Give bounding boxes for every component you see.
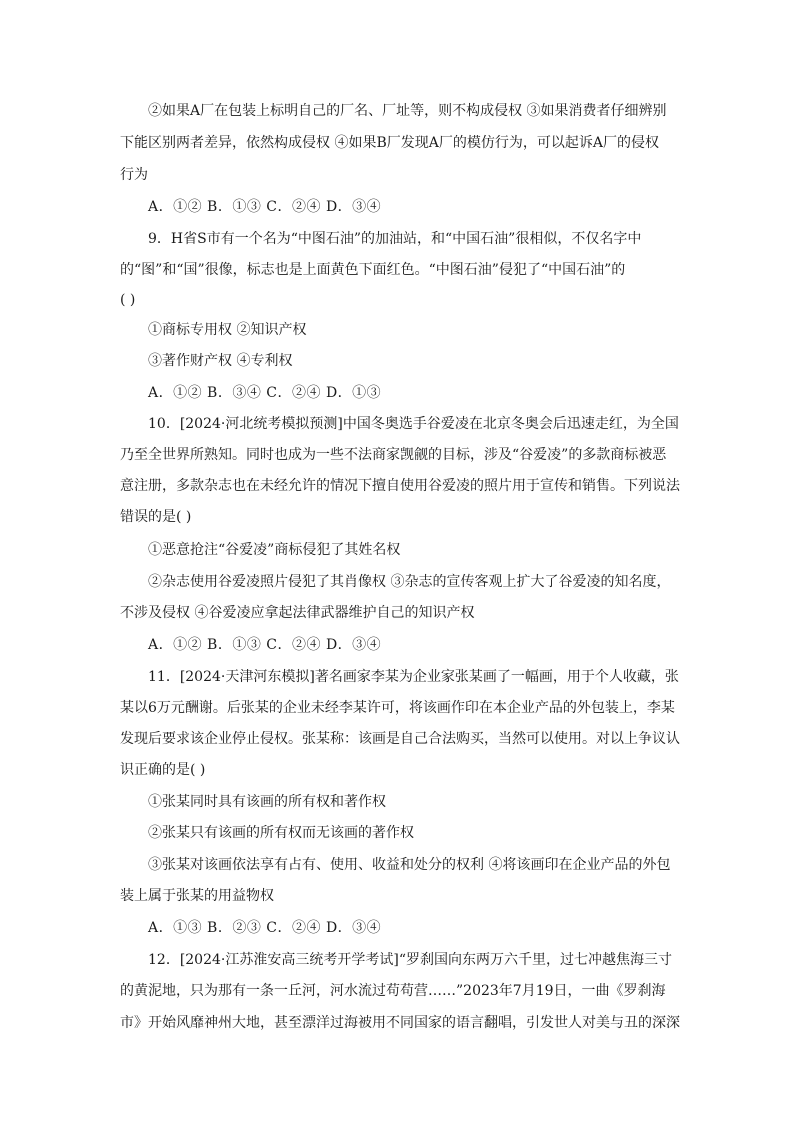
q11-answer-options: A．①③ B．②③ C．②④ D．③④	[148, 920, 382, 936]
q11-stem-line-1: 11．[2024·天津河东模拟]著名画家李某为企业家张某画了一幅画，用于个人收藏，张	[148, 669, 679, 685]
q10-statement-3: 不涉及侵权 ④谷爱凌应拿起法律武器维护自己的知识产权	[120, 605, 475, 621]
q10-stem-line-4: 错误的是( )	[120, 509, 192, 525]
q12-stem-line-3: 市》开始风靡神州大地，甚至漂洋过海被用不同国家的语言翻唱，引发世人对美与丑的深深	[120, 1015, 680, 1031]
q9-statement-1: ①商标专用权 ②知识产权	[148, 322, 307, 338]
q11-statement-1: ①张某同时具有该画的所有权和著作权	[148, 794, 386, 810]
q9-stem-line-2: 的“图”和“国”很像，标志也是上面黄色下面红色。“中图石油”侵犯了“中国石油”的	[120, 262, 626, 278]
q12-stem-line-1: 12．[2024·江苏淮安高三统考开学考试]“罗刹国向东两万六千里，过七冲越焦海三寸	[148, 952, 672, 968]
q8-statement-line-1: ②如果A厂在包装上标明自己的厂名、厂址等，则不构成侵权 ③如果消费者仔细辨别	[148, 103, 667, 119]
q11-stem-line-2: 某以6万元酬谢。后张某的企业未经李某许可，将该画作印在本企业产品的外包装上，李某	[120, 700, 675, 716]
q10-stem-line-1: 10．[2024·河北统考模拟预测]中国冬奥选手谷爱凌在北京冬奥会后迅速走红，为全国	[148, 416, 679, 432]
q8-statement-line-3: 行为	[120, 167, 148, 183]
q11-stem-line-4: 识正确的是( )	[120, 762, 206, 778]
q9-statement-2: ③著作财产权 ④专利权	[148, 353, 293, 369]
q9-answer-options: A．①② B．③④ C．②④ D．①③	[148, 385, 382, 401]
q11-stem-line-3: 发现后要求该企业停止侵权。张某称：该画是自己合法购买，当然可以使用。对以上争议认	[120, 731, 680, 747]
q10-stem-line-3: 意注册，多款杂志也在未经允许的情况下擅自使用谷爱凌的照片用于宣传和销售。下列说法	[120, 478, 680, 494]
q10-stem-line-2: 乃至全世界所熟知。同时也成为一些不法商家觊觎的目标，涉及“谷爱凌”的多款商标被恶	[120, 447, 667, 463]
q11-statement-3: ③张某对该画依法享有占有、使用、收益和处分的权利 ④将该画印在企业产品的外包	[148, 857, 671, 873]
q8-answer-options: A．①② B．①③ C．②④ D．③④	[148, 199, 382, 215]
q10-answer-options: A．①② B．①③ C．②④ D．③④	[148, 637, 382, 653]
q8-statement-line-2: 下能区别两者差异，依然构成侵权 ④如果B厂发现A厂的模仿行为，可以起诉A厂的侵权	[120, 135, 659, 151]
q12-stem-line-2: 的黄泥地，只为那有一条一丘河，河水流过苟苟营……”2023年7月19日，一曲《罗刹海	[120, 983, 666, 999]
q9-stem-line-1: 9．H省S市有一个名为“中图石油”的加油站，和“中国石油”很相似，不仅名字中	[148, 231, 642, 247]
q9-answer-blank: ( )	[120, 292, 136, 308]
q10-statement-2: ②杂志使用谷爱凌照片侵犯了其肖像权 ③杂志的宣传客观上扩大了谷爱凌的知名度，	[148, 574, 671, 590]
q11-statement-4: 装上属于张某的用益物权	[120, 888, 274, 904]
q11-statement-2: ②张某只有该画的所有权而无该画的著作权	[148, 825, 414, 841]
q10-statement-1: ①恶意抢注“谷爱凌”商标侵犯了其姓名权	[148, 542, 401, 558]
